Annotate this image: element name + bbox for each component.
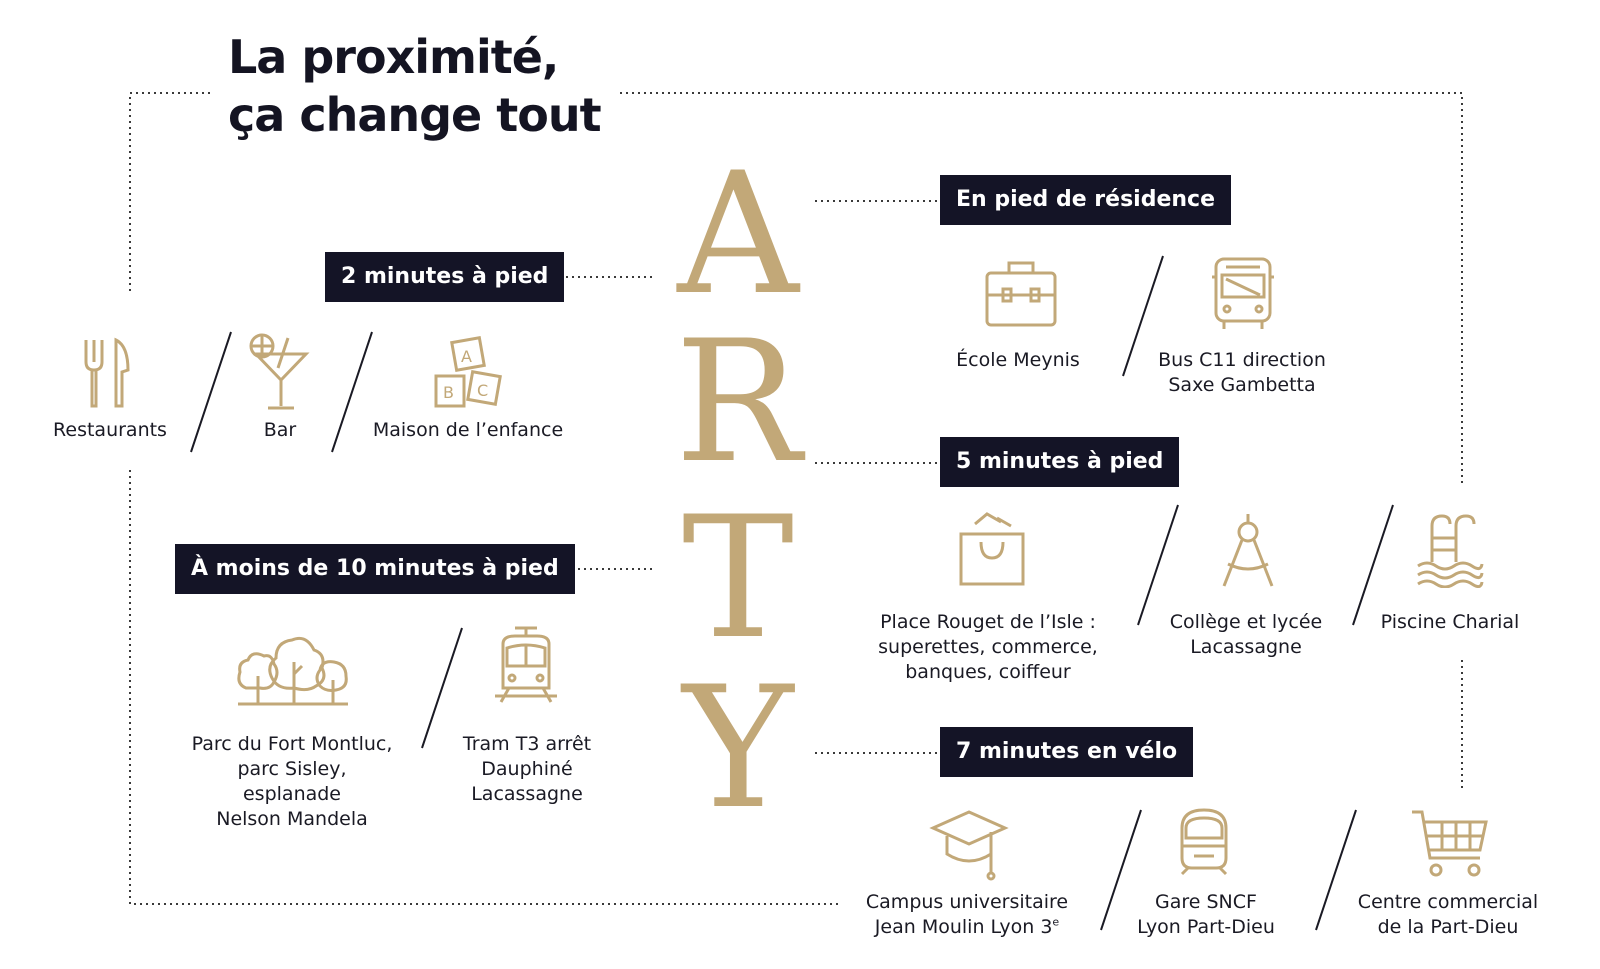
brand-letter-y: Y (682, 650, 794, 846)
badge-2-minutes: 2 minutes à pied (325, 252, 564, 302)
label-text: Bar (263, 419, 297, 441)
briefcase-icon (983, 255, 1059, 331)
label-text: Collège et lycée Lacassagne (1169, 611, 1323, 658)
tram-icon (493, 626, 559, 706)
title-line-2: ça change tout (228, 88, 601, 142)
cocktail-icon (248, 332, 314, 412)
label-campus (866, 890, 1068, 940)
bus-icon (1210, 255, 1276, 331)
badge-en-pied-de-residence: En pied de résidence (940, 175, 1231, 225)
label-text: Restaurants (53, 419, 167, 441)
swimming-pool-icon (1414, 512, 1486, 588)
label-text: Gare SNCF Lyon Part-Dieu (1137, 891, 1275, 938)
fork-knife-icon (82, 336, 132, 410)
label-text: Bus C11 direction Saxe Gambetta (1158, 349, 1326, 396)
label-restaurants (53, 418, 167, 443)
label-centre-commercial (1358, 890, 1538, 940)
trees-icon (236, 628, 350, 708)
label-ecole-meynis (956, 348, 1080, 373)
label-superscript: e (1052, 915, 1060, 929)
svg-text:C: C (477, 381, 489, 400)
label-piscine-charial (1381, 610, 1520, 635)
label-text: Place Rouget de l’Isle : superettes, commerce, banques, coiffeur (878, 611, 1098, 683)
train-icon (1176, 806, 1232, 876)
svg-text:B: B (443, 383, 454, 402)
label-place-rouget (878, 610, 1098, 685)
brand-letter-t: T (681, 480, 795, 676)
shopping-bag-icon (957, 512, 1027, 588)
label-tram-t3 (463, 732, 591, 807)
label-text: École Meynis (956, 349, 1080, 371)
compass-icon (1218, 512, 1278, 588)
badge-5-minutes: 5 minutes à pied (940, 437, 1179, 487)
badge-7-minutes-velo: 7 minutes en vélo (940, 727, 1193, 777)
label-bus-c11 (1158, 348, 1326, 398)
label-text: Tram T3 arrêt Dauphiné Lacassagne (462, 733, 592, 805)
label-gare-sncf (1137, 890, 1275, 940)
label-text: Centre commercial de la Part-Dieu (1357, 891, 1539, 938)
shopping-cart-icon (1410, 808, 1490, 882)
label-text: Parc du Fort Montluc, parc Sisley, esplanade Nelson Mandela (191, 733, 393, 830)
label-text: Campus universitaire Jean Moulin Lyon 3 (865, 891, 1069, 938)
label-college-lycee (1170, 610, 1322, 660)
page-title (228, 28, 601, 144)
label-maison-enfance (373, 418, 563, 443)
svg-text:A: A (461, 347, 472, 366)
brand-letter-r: R (674, 304, 802, 500)
brand-letter-a: A (677, 136, 799, 332)
badge-10-minutes: À moins de 10 minutes à pied (175, 544, 575, 594)
title-line-1: La proximité, (228, 30, 559, 84)
label-text: Piscine Charial (1380, 611, 1520, 633)
label-text: Maison de l’enfance (372, 419, 564, 441)
toy-blocks-icon (432, 336, 504, 410)
graduation-cap-icon (929, 806, 1009, 886)
label-parcs (192, 732, 393, 832)
label-bar (264, 418, 297, 443)
